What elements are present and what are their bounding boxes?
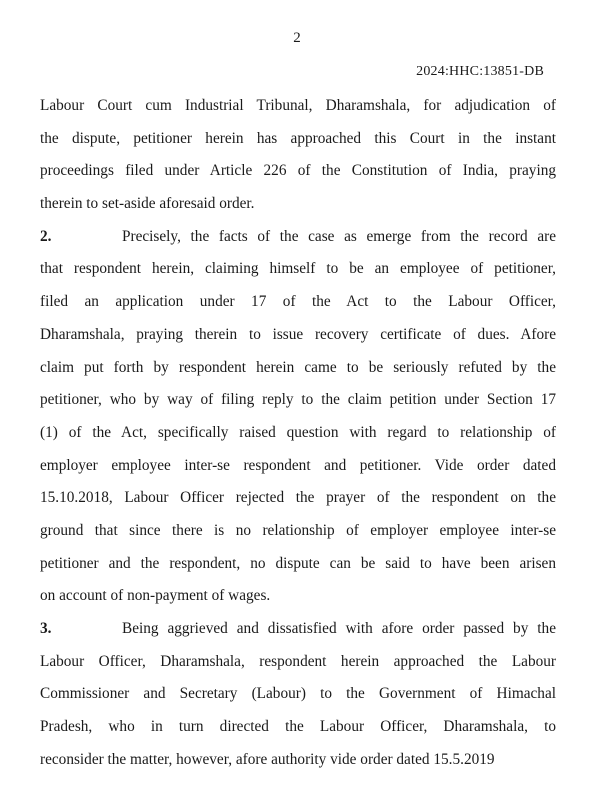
- paragraph-2-first-line: [40, 221, 556, 254]
- text-line: 15.10.2018, Labour Officer rejected the prayer of the respondent on the: [40, 489, 556, 507]
- text-line: petitioner and the respondent, no dispute can be said to have been arisen: [40, 554, 556, 572]
- text-segment: Being aggrieved and dissatisfied with afore order passed by the: [122, 620, 556, 637]
- page-number-text: 2: [293, 30, 301, 46]
- text-line: (1) of the Act, specifically raised question with regard to relationship of: [40, 423, 556, 441]
- text-line: Dharamshala, praying therein to issue recovery certificate of dues. Afore: [40, 325, 556, 343]
- text-line: ground that since there is no relationship of employer employee inter-se: [40, 521, 556, 539]
- text-line: therein to set-aside aforesaid order.: [40, 195, 255, 213]
- text-line: Labour Officer, Dharamshala, respondent herein approached the Labour: [40, 652, 556, 670]
- text-line: employer employee inter-se respondent and petitioner. Vide order dated: [40, 456, 556, 474]
- text-line: petitioner, who by way of filing reply to the claim petition under Section 17: [40, 391, 556, 409]
- text-segment: Precisely, the facts of the case as emerge from the record are: [122, 227, 556, 245]
- text-line: filed an application under 17 of the Act to the Labour Officer,: [40, 293, 556, 311]
- text-line: the dispute, petitioner herein has approached this Court in the instant: [40, 129, 556, 147]
- paragraph-number: 2.: [40, 227, 52, 245]
- text-line: Commissioner and Secretary (Labour) to the Government of Himachal: [40, 685, 556, 703]
- text-line: claim put forth by respondent herein came to be seriously refuted by the: [40, 358, 556, 376]
- text-line: on account of non-payment of wages.: [40, 587, 271, 605]
- text-line: proceedings filed under Article 226 of the Constitution of India, praying: [40, 162, 556, 180]
- neutral-citation: 2024:HHC:13851-DB: [416, 64, 544, 79]
- judgment-body: [40, 90, 556, 776]
- text-line: Pradesh, who in turn directed the Labour Officer, Dharamshala, to: [40, 718, 556, 736]
- text-line: Labour Court cum Industrial Tribunal, Dharamshala, for adjudication of: [40, 97, 556, 114]
- paragraph-3-first-line: [40, 613, 556, 646]
- paragraph-number: 3.: [40, 620, 52, 637]
- text-line: reconsider the matter, however, afore authority vide order dated 15.5.2019: [40, 750, 495, 768]
- page-number: [0, 30, 606, 47]
- text-line: that respondent herein, claiming himself to be an employee of petitioner,: [40, 260, 556, 278]
